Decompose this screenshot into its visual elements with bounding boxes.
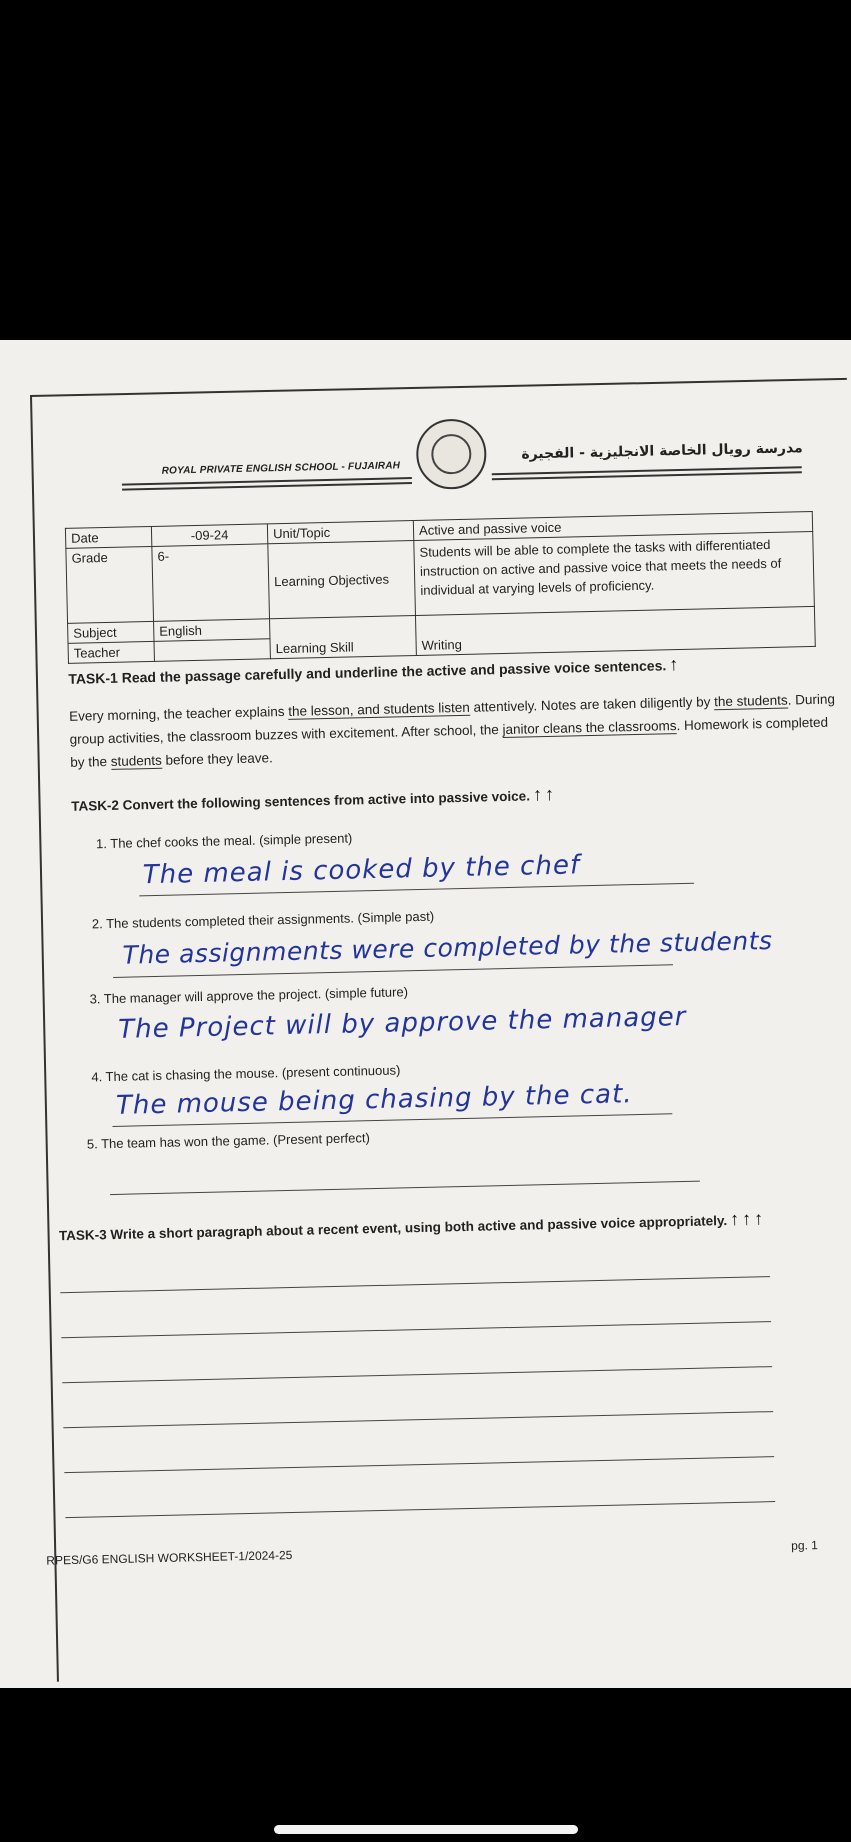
worksheet-content xyxy=(0,340,851,1688)
grade-label: Grade xyxy=(66,546,154,623)
task3-title-text: TASK-3 Write a short paragraph about a recent event, using both active and passive voice appropriately. xyxy=(58,1213,728,1244)
task2-title xyxy=(71,784,554,816)
question-2: 2. The students completed their assignments. (Simple past) xyxy=(91,908,435,932)
writing-line-2 xyxy=(61,1321,771,1338)
writing-line-1 xyxy=(60,1276,770,1293)
answer-line-5 xyxy=(110,1181,700,1195)
question-4: 4. The cat is chasing the mouse. (present continuous) xyxy=(91,1062,401,1085)
worksheet-code: RPES/G6 ENGLISH WORKSHEET-1/2024-25 xyxy=(46,1548,293,1568)
task1-passage xyxy=(69,687,842,773)
arrow-up-icon: ↑ xyxy=(532,784,543,805)
page-number: pg. 1 xyxy=(791,1538,819,1553)
arrow-up-icon: ↑ xyxy=(729,1208,740,1230)
subject-value: English xyxy=(154,619,270,642)
passage-part-1: Every morning, the teacher explains xyxy=(69,703,289,724)
passage-underlined-2: the students xyxy=(713,692,788,710)
objectives-label: Learning Objectives xyxy=(268,541,416,619)
skill-label: Learning Skill xyxy=(270,615,417,658)
teacher-label: Teacher xyxy=(68,641,154,663)
passage-underlined-4: students xyxy=(110,752,162,769)
logo-emblem xyxy=(431,434,472,475)
skill-value: Writing xyxy=(415,606,815,655)
question-1: 1. The chef cooks the meal. (simple present) xyxy=(95,830,353,852)
arrow-up-icon: ↑ xyxy=(741,1208,752,1229)
arrow-up-icon: ↑ xyxy=(544,783,555,805)
answer-3: The Project will by approve the manager xyxy=(117,1001,687,1045)
passage-part-9: before they leave. xyxy=(161,750,273,768)
date-value: -09-24 xyxy=(151,524,267,547)
arrow-up-icon: ↑ xyxy=(753,1208,764,1229)
passage-part-7: . Homework is completed by the xyxy=(70,714,829,770)
subject-label: Subject xyxy=(68,621,154,643)
answer-2: The assignments were completed by the students xyxy=(122,925,773,970)
question-3: 3. The manager will approve the project. (simple future) xyxy=(89,984,409,1007)
writing-line-6 xyxy=(65,1501,775,1518)
task1-title-text: TASK-1 Read the passage carefully and underline the active and passive voice sentences. xyxy=(68,657,667,687)
answer-1: The meal is cooked by the chef xyxy=(142,850,581,891)
passage-part-3: attentively. Notes are taken diligently by xyxy=(469,694,715,715)
date-label: Date xyxy=(65,526,151,548)
worksheet-paper xyxy=(0,340,851,1688)
answer-4: The mouse being chasing by the cat. xyxy=(115,1079,633,1121)
unit-value: Active and passive voice xyxy=(413,511,812,540)
school-name-english: ROYAL PRIVATE ENGLISH SCHOOL - FUJAIRAH xyxy=(161,460,401,477)
passage-part-5: . During group activities, the classroom buzzes with excitement. After school, the xyxy=(69,691,836,747)
task2-title-text: TASK-2 Convert the following sentences from active into passive voice. xyxy=(71,788,531,814)
objectives-value: Students will be able to complete the tasks with differentiated instruction on active and passive voice that meets the needs of individual at varying levels of proficiency. xyxy=(414,531,815,615)
home-indicator[interactable] xyxy=(274,1825,578,1834)
writing-line-5 xyxy=(64,1456,774,1473)
school-name-arabic: مدرسة رويال الخاصة الانجليزية - الفجيرة xyxy=(521,440,803,463)
grade-value: 6- xyxy=(152,544,270,622)
unit-label: Unit/Topic xyxy=(267,521,413,544)
teacher-value xyxy=(154,639,270,662)
lesson-info-table xyxy=(65,511,816,664)
school-logo xyxy=(416,418,488,490)
arrow-up-icon: ↑ xyxy=(669,654,679,675)
question-5: 5. The team has won the game. (Present perfect) xyxy=(86,1130,371,1152)
task3-title xyxy=(59,1206,779,1248)
passage-underlined-1: the lesson, and students listen xyxy=(288,699,470,719)
writing-line-4 xyxy=(63,1411,773,1428)
passage-underlined-3: janitor cleans the classrooms xyxy=(502,718,677,738)
writing-line-3 xyxy=(62,1366,772,1383)
